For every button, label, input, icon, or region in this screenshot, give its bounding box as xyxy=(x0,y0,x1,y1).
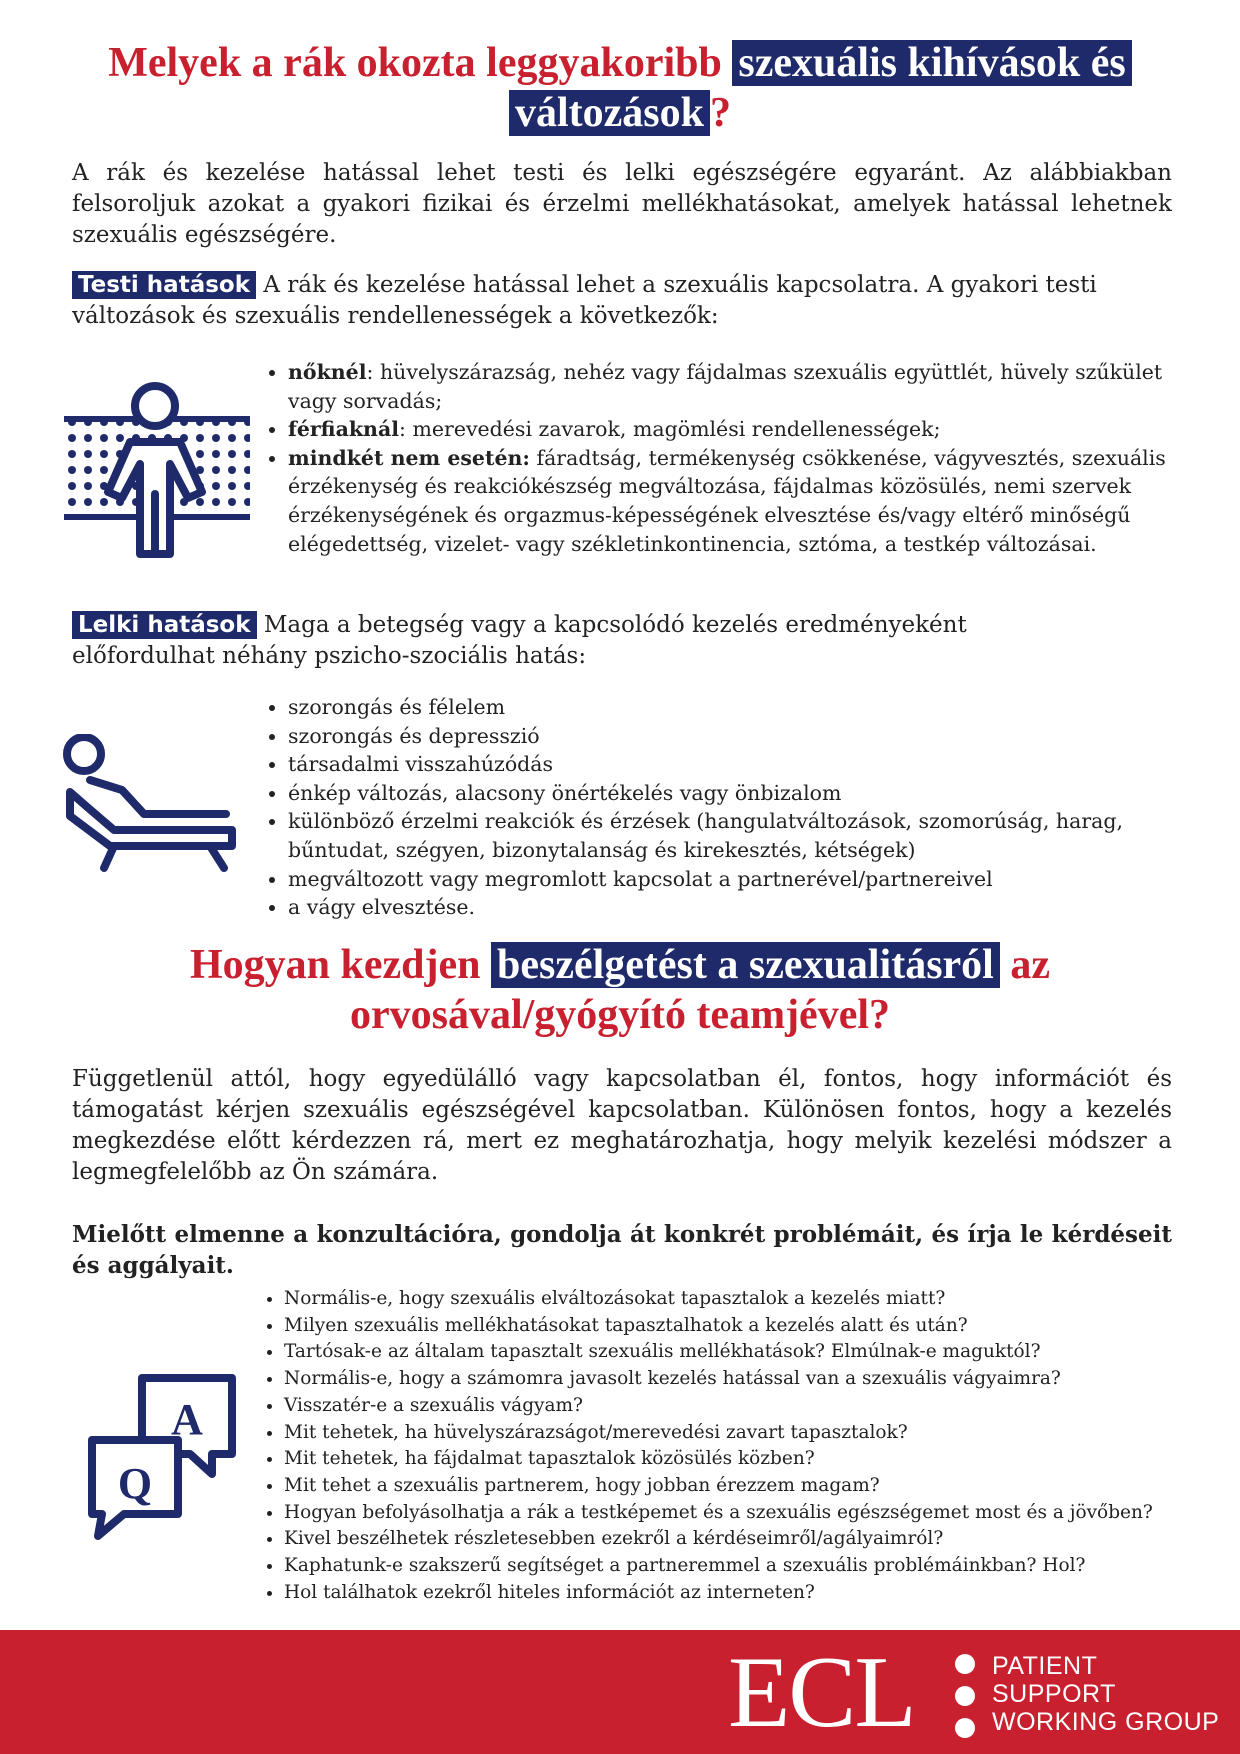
list-item: • nőknél: hüvelyszárazság, nehéz vagy fájdalmas szexuális együttlét, hüvely szűkület vagy sorvadás; xyxy=(288,358,1168,415)
list-item: • Milyen szexuális mellékhatásokat tapasztalhatok a kezelés alatt és után? xyxy=(284,1313,1214,1340)
list-item: • Normális-e, hogy szexuális elváltozásokat tapasztalok a kezelés miatt? xyxy=(284,1286,1214,1313)
list-item: • Hogyan befolyásolhatja a rák a testképemet és a szexuális egészségemet most és a jövőben? xyxy=(284,1500,1214,1527)
qa-speech-bubbles-icon xyxy=(84,1370,244,1540)
title-highlight-2: változások xyxy=(509,90,710,136)
list-item: • Hol találhatok ezekről hiteles információt az interneten? xyxy=(284,1580,1214,1607)
physical-effects-intro xyxy=(72,270,1172,332)
footer-bar xyxy=(0,1630,1240,1754)
list-item: • Mit tehetek, ha fájdalmat tapasztalok közösülés közben? xyxy=(284,1446,1214,1473)
physical-effects-tag: Testi hatások xyxy=(72,271,256,299)
list-item: • férfiaknál: merevedési zavarok, magömlési rendellenességek; xyxy=(288,415,1168,444)
psychological-effects-list xyxy=(256,693,1168,922)
logo-dots-icon xyxy=(955,1654,975,1750)
list-item: • Normális-e, hogy a számomra javasolt kezelés hatással van a szexuális vágyaimra? xyxy=(284,1366,1214,1393)
section-title-highlight: beszélgetést a szexualitásról xyxy=(491,942,1000,988)
title-text: Melyek a rák okozta leggyakoribb xyxy=(108,40,733,86)
list-item: • énkép változás, alacsony önértékelés vagy önbizalom xyxy=(288,779,1168,808)
list-item: • mindkét nem esetén: fáradtság, termékenység csökkenése, vágyvesztés, szexuális érzékenység és reakciókészség megváltozása, fájdalmas közösülés, nemi szervek érzékenységének és orgazmus-képességének elvesztése és/vagy eltérő minőségű elégedettség, vizelet- vagy székletinkontinencia, sztóma, a testkép változásai. xyxy=(288,444,1168,558)
list-item: • a vágy elvesztése. xyxy=(288,893,1168,922)
section-title: Hogyan kezdjen beszélgetést a szexualitásról az orvosával/gyógyító teamjével? xyxy=(189,942,1051,1038)
psychological-effects-intro xyxy=(72,610,1032,672)
list-item: • Visszatér-e a szexuális vágyam? xyxy=(284,1393,1214,1420)
physical-effects-text: A rák és kezelése hatással lehet a szexuális kapcsolatra. A gyakori testi változások és szexuális rendellenességek a következők: xyxy=(72,272,1097,329)
lounge-chair-icon xyxy=(60,734,240,874)
psychological-effects-text: Maga a betegség vagy a kapcsolódó kezelés eredményeként előfordulhat néhány pszicho-szociális hatás: xyxy=(72,612,967,669)
list-item: • társadalmi visszahúzódás xyxy=(288,750,1168,779)
list-item: • szorongás és depresszió xyxy=(288,722,1168,751)
title-highlight-1: szexuális kihívások és xyxy=(732,40,1131,86)
page-title xyxy=(70,38,1170,138)
list-item: • Tartósak-e az általam tapasztalt szexuális mellékhatások? Elmúlnak-e maguktól? xyxy=(284,1339,1214,1366)
list-item: • szorongás és félelem xyxy=(288,693,1168,722)
answer-letter: A xyxy=(171,1395,203,1444)
intro-paragraph: A rák és kezelése hatással lehet testi és lelki egészségére egyaránt. Az alábbiakban felsoroljuk azokat a gyakori fizikai és érzelmi mellékhatásokat, amelyek hatással lehetnek szexuális egészségére. xyxy=(72,160,1172,248)
physical-effects-list xyxy=(256,358,1168,558)
body-icon xyxy=(64,382,250,562)
list-item: • Mit tehetek, ha hüvelyszárazságot/merevedési zavart tapasztalok? xyxy=(284,1420,1214,1447)
list-item: • megváltozott vagy megromlott kapcsolat a partnerével/partnereivel xyxy=(288,865,1168,894)
consultation-note: Mielőtt elmenne a konzultációra, gondolja át konkrét problémáit, és írja le kérdéseit és aggályait. xyxy=(72,1221,1172,1279)
working-group-label: PATIENT SUPPORT WORKING GROUP xyxy=(992,1652,1220,1736)
title-question-mark: ? xyxy=(710,90,731,136)
advice-paragraph: Függetlenül attól, hogy egyedülálló vagy kapcsolatban él, fontos, hogy információt és támogatást kérjen szexuális egészségével kapcsolatban. Különösen fontos, hogy a kezelés megkezdése előtt kérdezzen rá, mert ez meghatározhatja, hogy melyik kezelési módszer a legmegfelelőbb az Ön számára. xyxy=(72,1066,1172,1185)
list-item: • különböző érzelmi reakciók és érzések (hangulatváltozások, szomorúság, harag, bűntudat, szégyen, bizonytalanság és kirekesztés, kétségek) xyxy=(288,807,1168,864)
questions-list xyxy=(252,1286,1214,1606)
list-item: • Mit tehet a szexuális partnerem, hogy jobban érezzem magam? xyxy=(284,1473,1214,1500)
list-item: • Kivel beszélhetek részletesebben ezekről a kérdéseimről/agályaimról? xyxy=(284,1526,1214,1553)
ecl-logo: ECL xyxy=(728,1636,915,1749)
list-item: • Kaphatunk-e szakszerű segítséget a partneremmel a szexuális problémáinkban? Hol? xyxy=(284,1553,1214,1580)
question-letter: Q xyxy=(117,1459,153,1508)
psychological-effects-tag: Lelki hatások xyxy=(72,611,257,639)
